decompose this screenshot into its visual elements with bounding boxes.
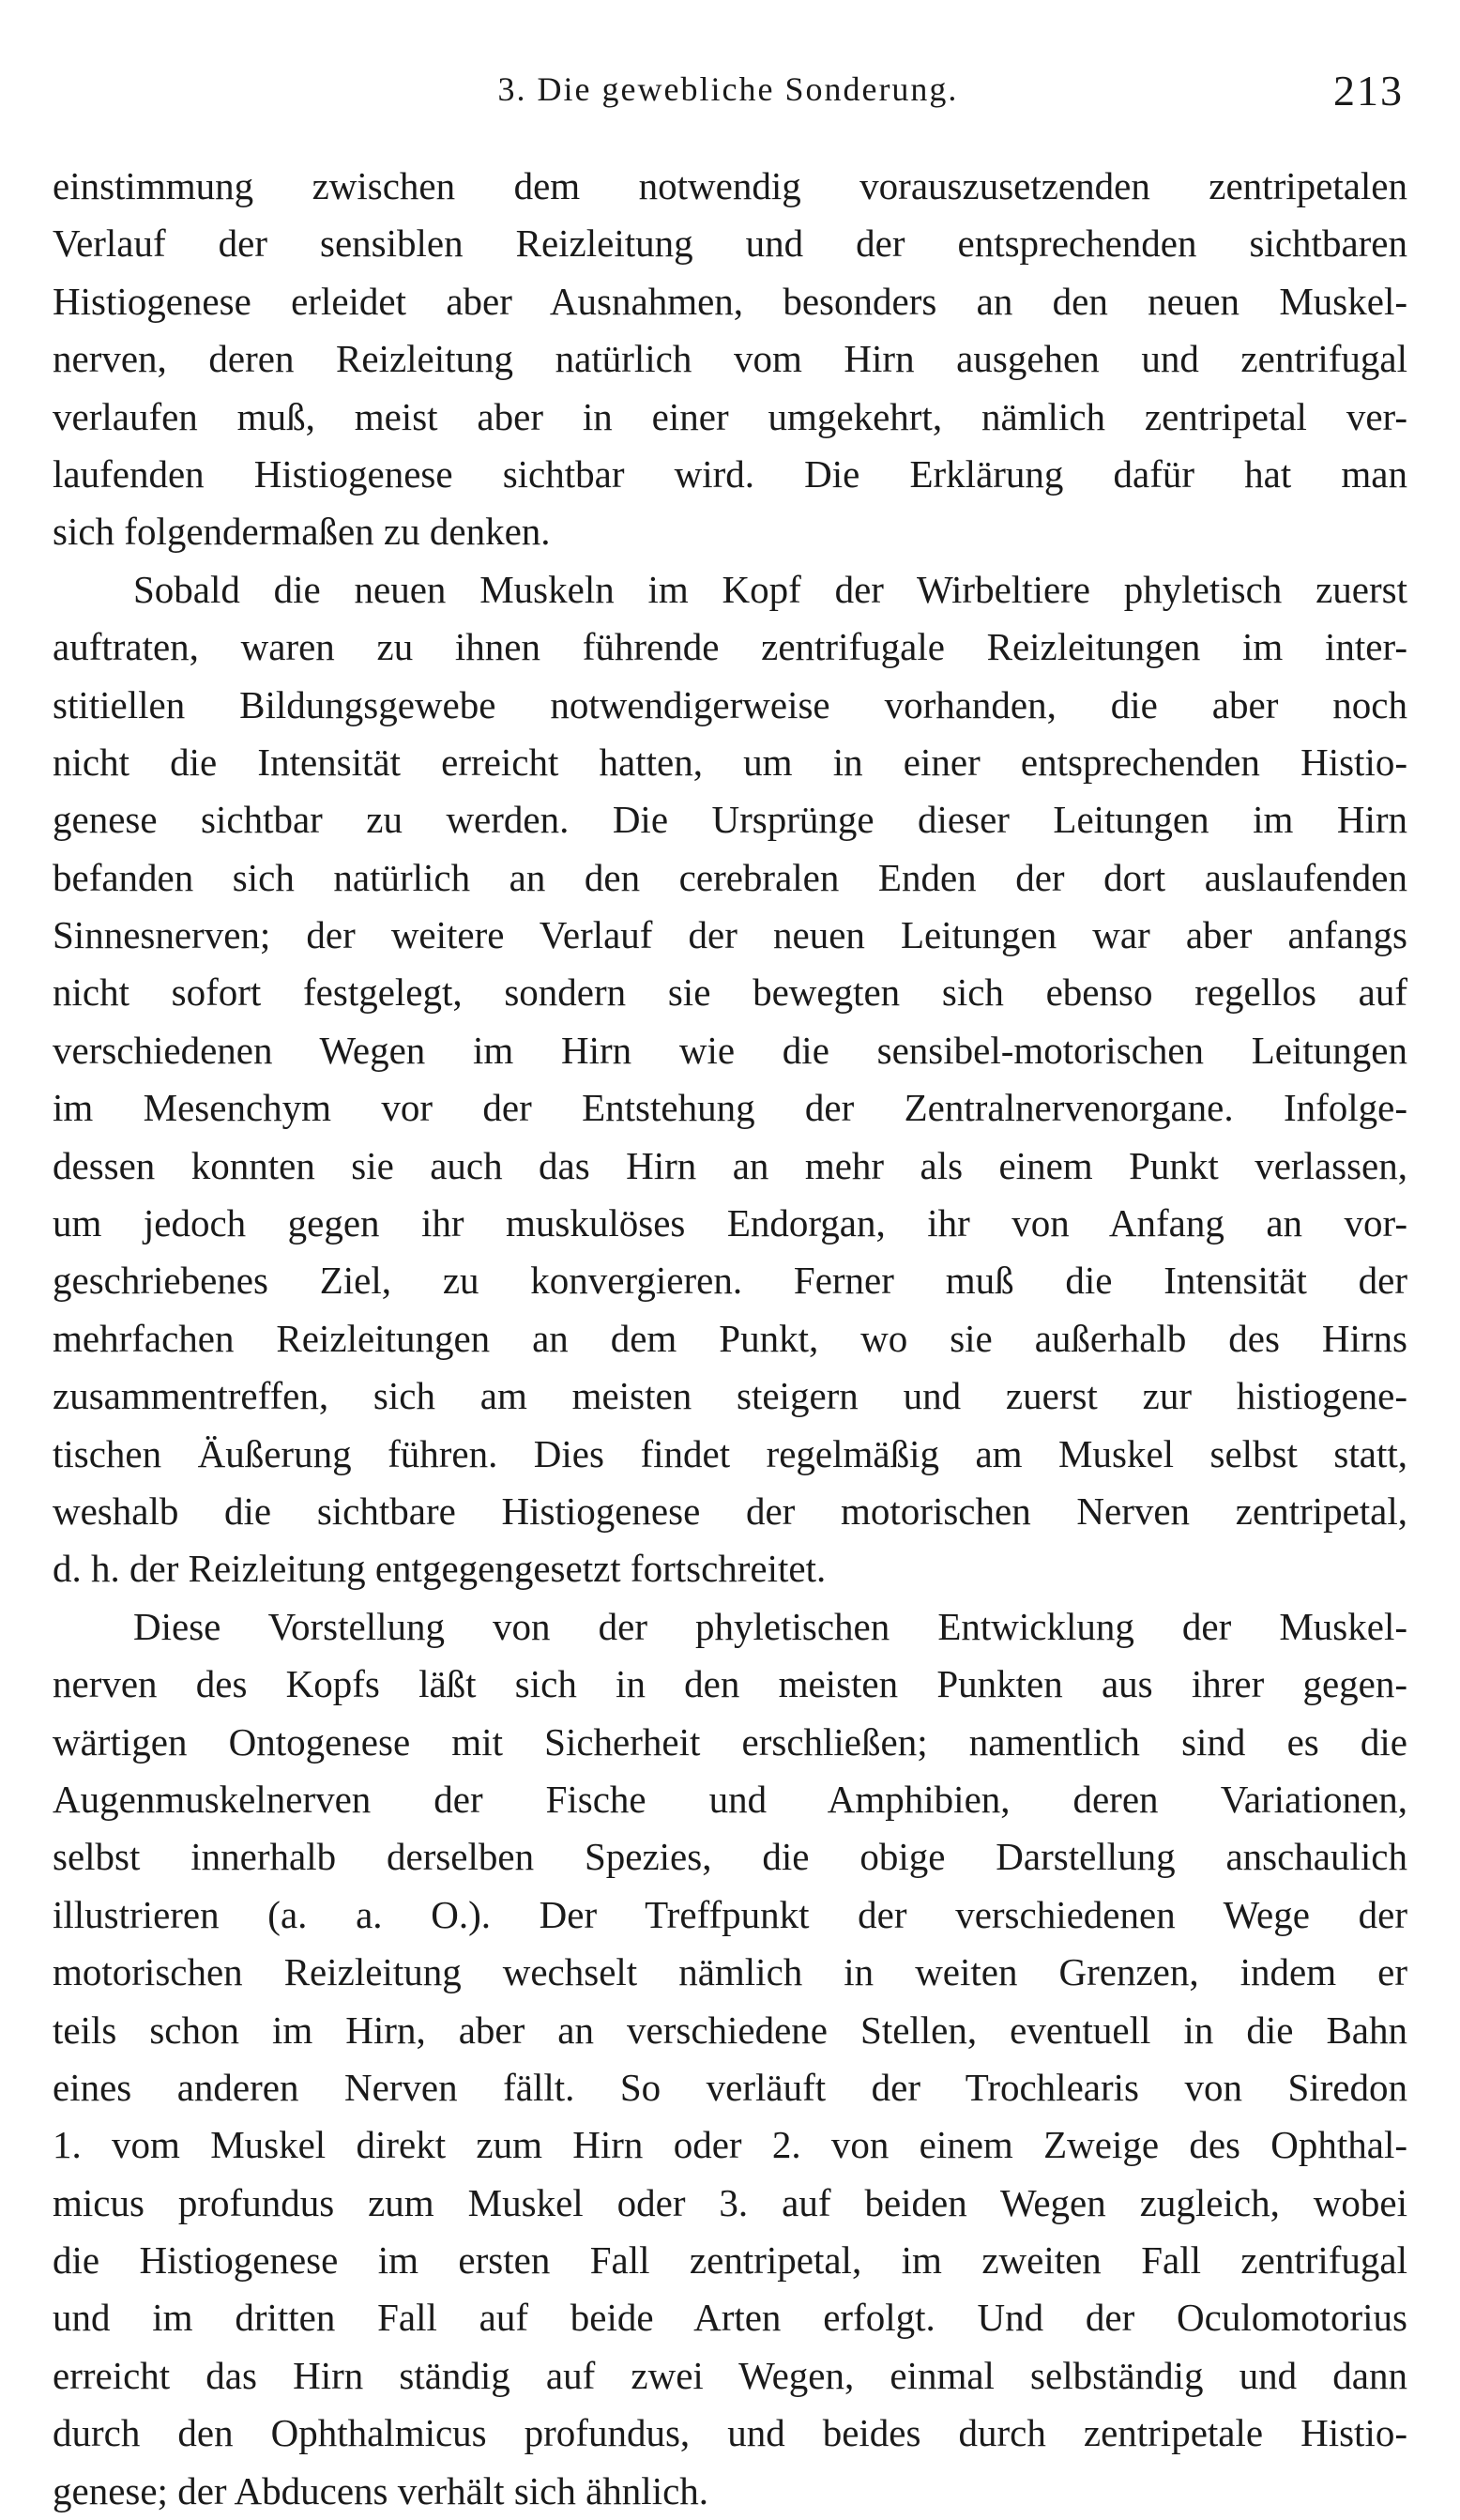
running-head xyxy=(53,66,1404,122)
text-line: und im dritten Fall auf beide Arten erfolgt. Und der Oculomotorius xyxy=(53,2296,1407,2340)
text-line: Diese Vorstellung von der phyletischen Entwicklung der Muskel- xyxy=(133,1604,1407,1648)
text-line: genese; der Abducens verhält sich ähnlich. xyxy=(53,2468,709,2512)
text-line: teils schon im Hirn, aber an verschiedene Stellen, eventuell in die Bahn xyxy=(53,2008,1407,2052)
text-line: eines anderen Nerven fällt. So verläuft der Trochlearis von Siredon xyxy=(53,2065,1407,2109)
text-line: laufenden Histiogenese sichtbar wird. Die Erklärung dafür hat man xyxy=(53,451,1407,496)
text-line: einstimmung zwischen dem notwendig vorauszusetzenden zentripetalen xyxy=(53,164,1407,207)
text-line: stitiellen Bildungsgewebe notwendigerweise vorhanden, die aber noch xyxy=(53,682,1407,726)
text-line: Sobald die neuen Muskeln im Kopf der Wirbeltiere phyletisch zuerst xyxy=(133,567,1407,611)
text-line: illustrieren (a. a. O.). Der Treffpunkt der verschiedenen Wege der xyxy=(53,1892,1407,1936)
text-line: Verlauf der sensiblen Reizleitung und der entsprechenden sichtbaren xyxy=(53,221,1407,266)
body-text xyxy=(53,158,1407,2520)
text-line: im Mesenchym vor der Entstehung der Zentralnervenorgane. Infolge- xyxy=(53,1086,1407,1130)
text-line: nicht sofort festgelegt, sondern sie bewegten sich ebenso regellos auf xyxy=(53,970,1407,1015)
text-line: erreicht das Hirn ständig auf zwei Wegen, einmal selbständig und dann xyxy=(53,2353,1407,2397)
text-line: sich folgendermaßen zu denken. xyxy=(53,510,551,554)
text-line: motorischen Reizleitung wechselt nämlich in weiten Grenzen, indem er xyxy=(53,1950,1407,1994)
text-line: selbst innerhalb derselben Spezies, die obige Darstellung anschaulich xyxy=(53,1835,1407,1879)
text-line: 1. vom Muskel direkt zum Hirn oder 2. von einem Zweige des Ophthal- xyxy=(53,2123,1407,2167)
text-line: mehrfachen Reizleitungen an dem Punkt, wo sie außerhalb des Hirns xyxy=(53,1316,1407,1360)
text-line: nerven des Kopfs läßt sich in den meisten Punkten aus ihrer gegen- xyxy=(53,1662,1407,1706)
paragraph xyxy=(53,158,1407,561)
paragraph xyxy=(53,561,1407,1598)
page-number: 213 xyxy=(1333,67,1404,115)
text-line: um jedoch gegen ihr muskulöses Endorgan, ihr von Anfang an vor- xyxy=(53,1201,1407,1245)
running-title: 3. Die gewebliche Sonderung. xyxy=(497,70,959,108)
text-line: zusammentreffen, sich am meisten steigern und zuerst zur histiogene- xyxy=(53,1374,1407,1418)
text-line: durch den Ophthalmicus profundus, und beides durch zentripetale Histio- xyxy=(53,2411,1407,2455)
text-line: nicht die Intensität erreicht hatten, um in einer entsprechenden Histio- xyxy=(53,740,1407,784)
text-line: weshalb die sichtbare Histiogenese der motorischen Nerven zentripetal, xyxy=(53,1489,1407,1533)
text-line: auftraten, waren zu ihnen führende zentrifugale Reizleitungen im inter- xyxy=(53,625,1407,669)
text-line: befanden sich natürlich an den cerebralen Enden der dort auslaufenden xyxy=(53,855,1407,899)
text-line: dessen konnten sie auch das Hirn an mehr als einem Punkt verlassen, xyxy=(53,1143,1407,1187)
text-line: verlaufen muß, meist aber in einer umgekehrt, nämlich zentripetal ver- xyxy=(53,394,1407,438)
text-line: geschriebenes Ziel, zu konvergieren. Ferner muß die Intensität der xyxy=(53,1259,1407,1303)
text-line: d. h. der Reizleitung entgegengesetzt fortschreitet. xyxy=(53,1547,827,1591)
text-line: die Histiogenese im ersten Fall zentripetal, im zweiten Fall zentrifugal xyxy=(53,2238,1407,2283)
text-line: Sinnesnerven; der weitere Verlauf der neuen Leitungen war aber anfangs xyxy=(53,913,1407,957)
text-line: Histiogenese erleidet aber Ausnahmen, besonders an den neuen Muskel- xyxy=(53,279,1407,323)
text-line: verschiedenen Wegen im Hirn wie die sensibel-motorischen Leitungen xyxy=(53,1028,1407,1072)
text-line: Augenmuskelnerven der Fische und Amphibien, deren Variationen, xyxy=(53,1777,1407,1821)
paragraph xyxy=(53,1598,1407,2520)
text-line: genese sichtbar zu werden. Die Ursprünge dieser Leitungen im Hirn xyxy=(53,798,1407,842)
text-line: wärtigen Ontogenese mit Sicherheit erschließen; namentlich sind es die xyxy=(53,1719,1407,1764)
text-line: micus profundus zum Muskel oder 3. auf beiden Wegen zugleich, wobei xyxy=(53,2180,1407,2224)
text-line: nerven, deren Reizleitung natürlich vom Hirn ausgehen und zentrifugal xyxy=(53,337,1407,381)
text-line: tischen Äußerung führen. Dies findet regelmäßig am Muskel selbst statt, xyxy=(53,1431,1407,1475)
